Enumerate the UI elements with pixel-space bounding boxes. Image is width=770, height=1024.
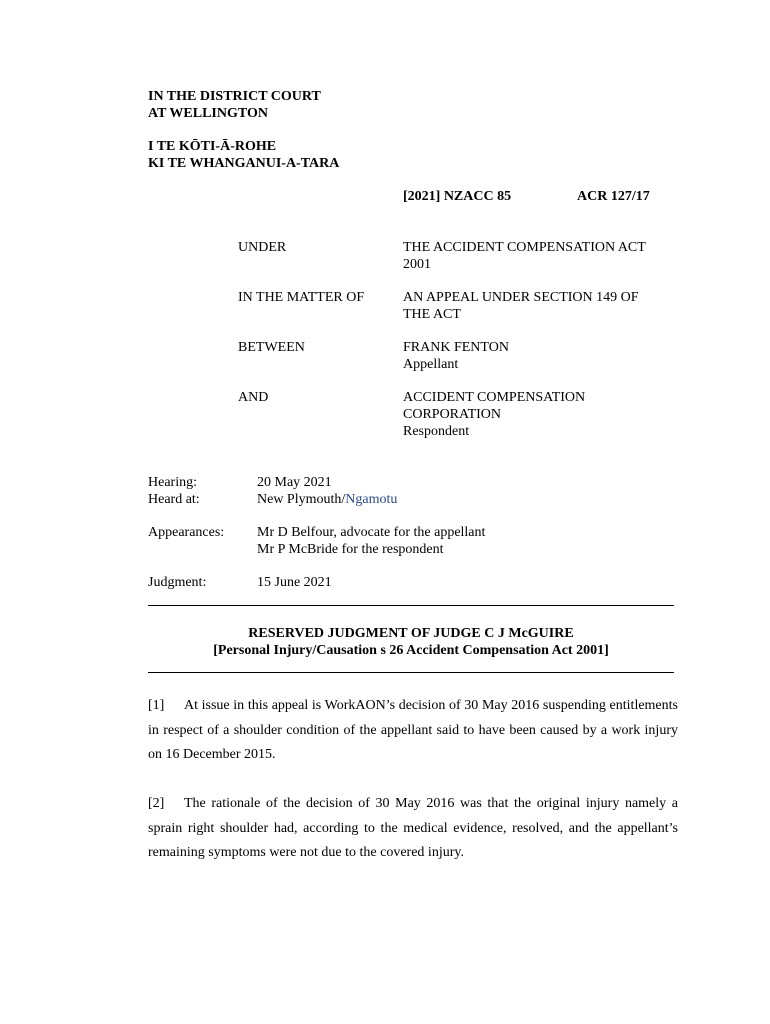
party-label-between: BETWEEN [238, 340, 305, 355]
paragraph-1 [148, 694, 678, 768]
maori-court-name: I TE KŌTI-Ā-ROHE [148, 139, 277, 154]
neutral-citation: [2021] NZACC 85 [403, 189, 512, 204]
party-value-under [403, 239, 683, 273]
paragraph-2 [148, 792, 678, 866]
judgment-date: 15 June 2021 [257, 575, 332, 590]
hearing-label: Hearing: [148, 475, 197, 490]
appellant-role: Appellant [403, 357, 459, 372]
appearance-appellant: Mr D Belfour, advocate for the appellant [257, 525, 486, 540]
judgment-label: Judgment: [148, 575, 207, 590]
court-name: IN THE DISTRICT COURT [148, 89, 321, 104]
party-label-matter: IN THE MATTER OF [238, 290, 365, 305]
party-label-under: UNDER [238, 240, 287, 255]
party-value-and [403, 389, 683, 440]
heard-at-value [257, 491, 397, 508]
judgment-title: RESERVED JUDGMENT OF JUDGE C J McGUIRE [248, 626, 574, 641]
paragraph-number: [1] [148, 698, 165, 713]
party-value-line: 2001 [403, 257, 431, 272]
party-value-line: AN APPEAL UNDER SECTION 149 OF [403, 290, 639, 305]
respondent-name-line1: ACCIDENT COMPENSATION [403, 390, 586, 405]
respondent-name-line2: CORPORATION [403, 407, 502, 422]
appearances-label: Appearances: [148, 525, 225, 540]
hearing-date: 20 May 2021 [257, 475, 332, 490]
court-location: AT WELLINGTON [148, 106, 268, 121]
maori-court-heading [148, 138, 339, 172]
paragraph-text: The rationale of the decision of 30 May 2016 was that the original injury namely a sprain right shoulder had, according to the medical evidence, resolved, and the appellant’s remaining symptoms were not due to the covered injury. [148, 796, 678, 860]
divider-bottom [148, 672, 674, 673]
party-value-line: THE ACCIDENT COMPENSATION ACT [403, 240, 646, 255]
court-heading [148, 88, 321, 122]
maori-court-location: KI TE WHANGANUI-A-TARA [148, 156, 340, 171]
heard-at-label: Heard at: [148, 492, 200, 507]
paragraph-text: At issue in this appeal is WorkAON’s decision of 30 May 2016 suspending entitlements in respect of a shoulder condition of the appellant said to have been caused by a work injury on 16 December 2015. [148, 698, 678, 762]
appellant-name: FRANK FENTON [403, 340, 509, 355]
appearances-value [257, 524, 485, 558]
judgment-subtitle: [Personal Injury/Causation s 26 Accident Compensation Act 2001] [213, 643, 609, 658]
party-label-and: AND [238, 390, 269, 405]
appearance-respondent: Mr P McBride for the respondent [257, 542, 444, 557]
respondent-role: Respondent [403, 424, 470, 439]
party-value-between [403, 339, 683, 373]
paragraph-number: [2] [148, 796, 165, 811]
divider-top [148, 605, 674, 606]
party-value-matter [403, 289, 683, 323]
party-value-line: THE ACT [403, 307, 461, 322]
heard-at-place: New Plymouth/ [257, 492, 346, 507]
heard-at-place-maori: Ngamotu [345, 492, 398, 507]
file-number: ACR 127/17 [577, 189, 650, 204]
